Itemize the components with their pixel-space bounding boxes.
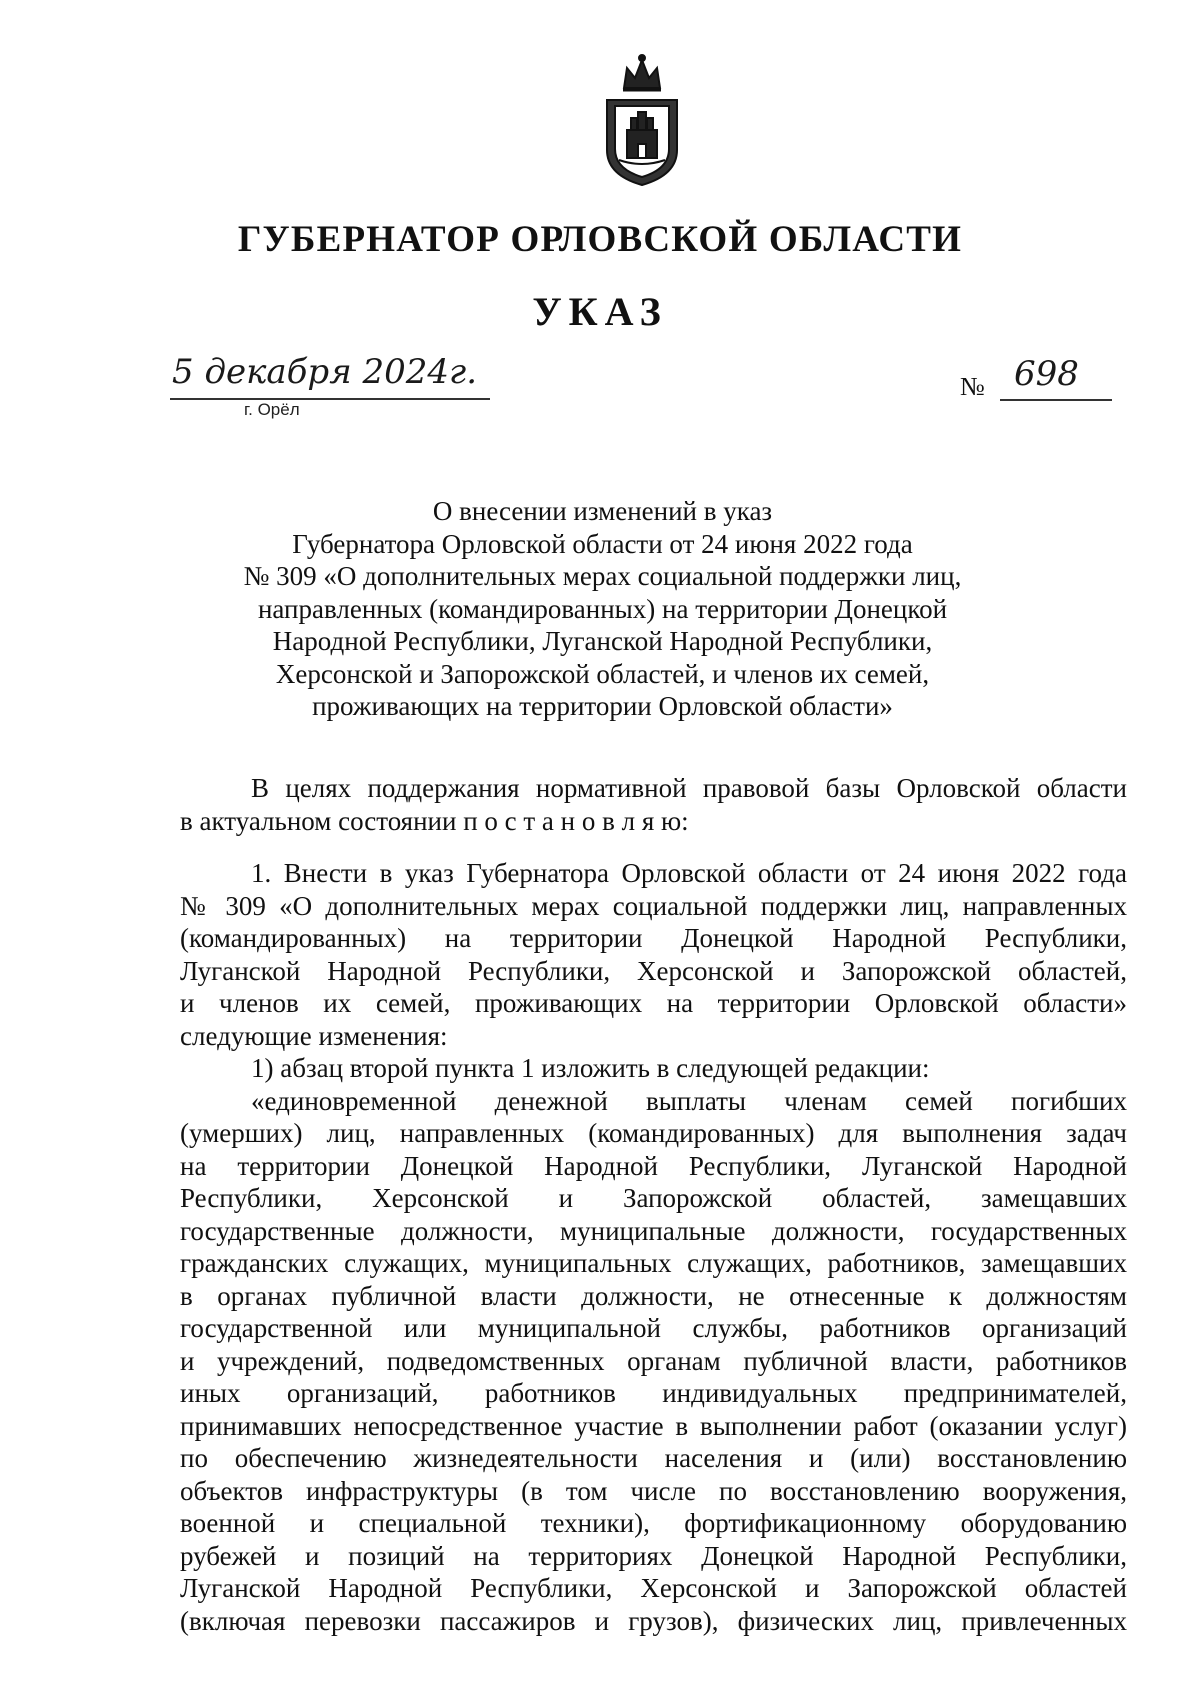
coat-of-arms-emblem — [597, 50, 687, 190]
document-type-heading: УКАЗ — [532, 289, 668, 334]
city-label: г. Орёл — [244, 400, 300, 419]
quote-line: государственной или муниципальной службы, работников организаций — [180, 1313, 1127, 1343]
quote-line: Луганской Народной Республики, Херсонской и Запорожской областей — [180, 1573, 1127, 1603]
quote-line: государственные должности, муниципальные должности, государственных — [180, 1215, 1127, 1246]
quote-line: гражданских служащих, муниципальных служащих, работников, замещавших — [180, 1248, 1127, 1278]
preamble-line: в актуальном состоянии п о с т а н о в л я ю: — [180, 805, 689, 836]
title-line: направленных (командированных) на территории Донецкой — [257, 593, 948, 624]
decree-body — [180, 772, 1127, 1637]
number-sign: № — [960, 372, 985, 401]
item1-line: 1. Внести в указ Губернатора Орловской области от 24 июня 2022 года — [251, 858, 1127, 888]
quote-line: объектов инфраструктуры (в том числе по восстановлению вооружения, — [180, 1475, 1127, 1506]
item1-line: (командированных) на территории Донецкой Народной Республики, — [180, 923, 1127, 953]
title-line: проживающих на территории Орловской области» — [312, 691, 893, 721]
decree-title — [180, 495, 1025, 723]
quote-line: военной и специальной техники), фортификационному оборудованию — [180, 1508, 1127, 1538]
item1-line: и членов их семей, проживающих на территории Орловской области» — [180, 988, 1127, 1018]
subitem1-line: 1) абзац второй пункта 1 изложить в следующей редакции: — [251, 1053, 930, 1083]
quote-line: по обеспечению жизнедеятельности населения и (или) восстановлению — [180, 1443, 1127, 1473]
issuing-authority-heading: ГУБЕРНАТОР ОРЛОВСКОЙ ОБЛАСТИ — [237, 219, 963, 260]
item1-line: Луганской Народной Республики, Херсонской и Запорожской областей, — [180, 955, 1127, 986]
date-underline — [170, 398, 490, 400]
handwritten-number: 698 — [1014, 354, 1079, 394]
handwritten-date: 5 декабря 2024г. — [172, 352, 478, 392]
quote-line: в органах публичной власти должности, не отнесенные к должностям — [180, 1280, 1127, 1311]
preamble-line: В целях поддержания нормативной правовой базы Орловской области — [251, 773, 1127, 803]
quote-line: рубежей и позиций на территориях Донецкой Народной Республики, — [180, 1540, 1127, 1571]
item1-line: следующие изменения: — [180, 1020, 448, 1051]
title-line: О внесении изменений в указ — [432, 496, 773, 526]
quote-line: принимавших непосредственное участие в выполнении работ (оказании услуг) — [180, 1410, 1127, 1441]
item1-line: № 309 «О дополнительных мерах социальной поддержки лиц, направленных — [180, 890, 1127, 921]
quote-line: (умерших) лиц, направленных (командированных) для выполнения задач — [180, 1118, 1127, 1148]
title-line: № 309 «О дополнительных мерах социальной поддержки лиц, — [243, 561, 962, 591]
title-line: Херсонской и Запорожской областей, и членов их семей, — [275, 658, 930, 689]
quote-line: (включая перевозки пассажиров и грузов), физических лиц, привлеченных — [180, 1605, 1127, 1636]
quote-line: на территории Донецкой Народной Республики, Луганской Народной — [180, 1150, 1127, 1181]
quote-line: иных организаций, работников индивидуальных предпринимателей, — [180, 1378, 1127, 1408]
title-line: Народной Республики, Луганской Народной Республики, — [272, 626, 933, 656]
quote-line: Республики, Херсонской и Запорожской областей, замещавших — [180, 1183, 1127, 1213]
quote-line: «единовременной денежной выплаты членам семей погибших — [251, 1085, 1127, 1116]
number-underline — [1000, 399, 1112, 401]
quote-line: и учреждений, подведомственных органам публичной власти, работников — [180, 1345, 1127, 1376]
title-line: Губернатора Орловской области от 24 июня 2022 года — [292, 528, 913, 559]
